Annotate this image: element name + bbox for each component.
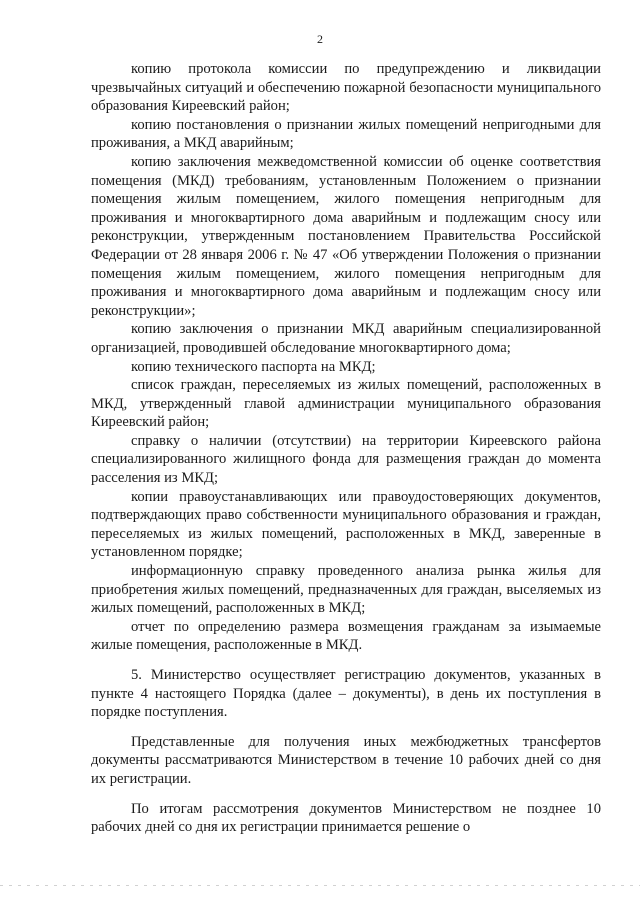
paragraph-decision: По итогам рассмотрения документов Министерством не позднее 10 рабочих дней со дня их регистрации принимается решение о [91,800,601,836]
paragraph-specialized-organization-conclusion: копию заключения о признании МКД аварийным специализированной организацией, проводившей обследование многоквартирного дома; [91,321,601,356]
paragraph-clause-5-registration: 5. Министерство осуществляет регистрацию документов, указанных в пункте 4 настоящего Порядка (далее – документы), в день их поступления в порядке поступления. [91,667,601,721]
paragraph-review-period: Представленные для получения иных межбюджетных трансфертов документы рассматриваются Министерством в течение 10 рабочих дней со дня их регистрации. [91,733,601,787]
scan-edge-line [0,885,640,886]
page-number: 2 [317,32,323,46]
paragraph-resolution-copy: копию постановления о признании жилых помещений непригодными для проживания, а МКД аварийным; [91,116,601,152]
paragraph-ownership-documents: копии правоустанавливающих или правоудостоверяющих документов, подтверждающих право собственности муниципального образования и граждан, переселяемых из жилых помещений, расположенных в МКД, заверенные в установленном порядке; [91,488,601,561]
paragraph-commission-protocol: копию протокола комиссии по предупреждению и ликвидации чрезвычайных ситуаций и обеспечению пожарной безопасности муниципального образования Киреевский район; [91,61,601,115]
paragraph-compensation-report: отчет по определению размера возмещения гражданам за изымаемые жилые помещения, расположенные в МКД. [91,618,601,654]
paragraph-technical-passport: копию технического паспорта на МКД; [131,358,376,375]
document-body [91,60,601,837]
paragraph-citizens-list: список граждан, переселяемых из жилых помещений, расположенных в МКД, утвержденный главой администрации муниципального образования Киреевский район; [91,377,601,431]
paragraph-interdepartmental-conclusion: копию заключения межведомственной комиссии об оценке соответствия помещения (МКД) требованиям, установленным Положением о признании помещения жилым помещением, жилого помещения непригодным для проживания и многоквартирного дома аварийным и подлежащим сносу или реконструкции, утвержденным постановлением Правительства Российской Федерации от 28 января 2006 г. № 47 «Об утверждении Положения о признании помещения жилым помещением, жилого помещения непригодным для проживания и многоквартирного дома аварийным и подлежащим сносу или реконструкции»; [91,153,601,319]
paragraph-market-analysis: информационную справку проведенного анализа рынка жилья для приобретения жилых помещений, предназначенных для граждан, выселяемых из жилых помещений, расположенных в МКД; [91,563,601,617]
paragraph-housing-fund-certificate: справку о наличии (отсутствии) на территории Киреевского района специализированного жилищного фонда для размещения граждан до момента расселения из МКД; [91,432,601,487]
